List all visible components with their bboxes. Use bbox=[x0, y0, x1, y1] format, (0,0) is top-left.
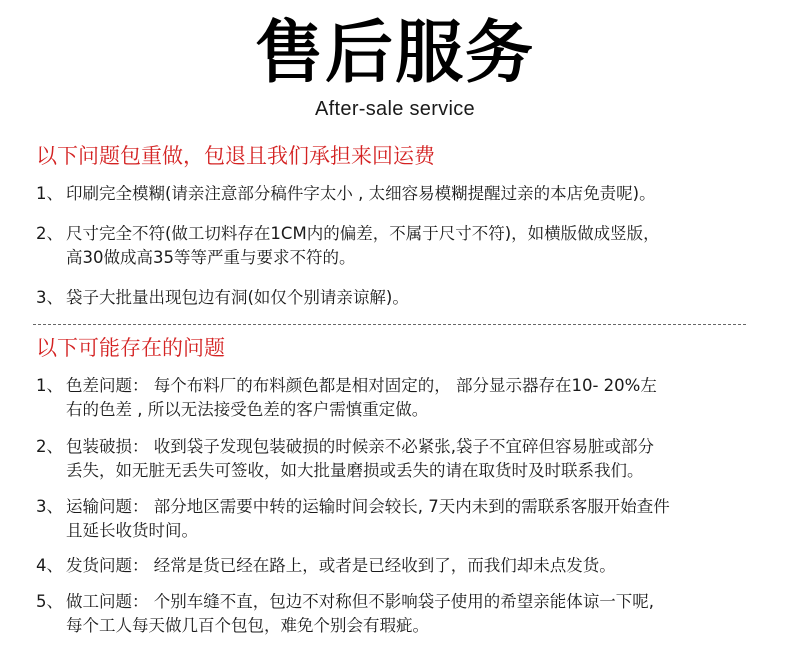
item-number: 3、 bbox=[36, 497, 63, 516]
list-item-line bbox=[36, 374, 776, 398]
list-item-line bbox=[36, 554, 776, 578]
list-item bbox=[36, 222, 776, 270]
list-item-line: 右的色差 , 所以无法接受色差的客户需慎重定做。 bbox=[66, 400, 429, 419]
item-text: 印刷完全模糊(请亲注意部分稿件字太小 , 太细容易模糊提醒过亲的本店免责呢)。 bbox=[66, 184, 656, 203]
item-text: 做工问题： 个别车缝不直，包边不对称但不影响袋子使用的希望亲能体谅一下呢, bbox=[66, 592, 654, 611]
item-number: 1、 bbox=[36, 184, 63, 203]
list-item-line bbox=[36, 286, 776, 310]
page-subtitle: After-sale service bbox=[315, 98, 475, 120]
list-item-line: 每个工人每天做几百个包包，难免个别会有瑕疵。 bbox=[66, 616, 429, 635]
list-item bbox=[36, 435, 776, 483]
list-item-line: 且延长收货时间。 bbox=[66, 521, 198, 540]
item-text: 包装破损： 收到袋子发现包装破损的时候亲不必紧张,袋子不宜碎但容易脏或部分 bbox=[66, 437, 654, 456]
item-text: 袋子大批量出现包边有洞(如仅个别请亲谅解)。 bbox=[66, 288, 409, 307]
list-item-line: 丢失，如无脏无丢失可签收，如大批量磨损或丢失的请在取货时及时联系我们。 bbox=[66, 461, 644, 480]
list-item bbox=[36, 554, 776, 578]
list-item-line bbox=[36, 222, 776, 246]
page-title: 售后服务 bbox=[254, 14, 535, 93]
item-number: 1、 bbox=[36, 376, 63, 395]
list-item-line bbox=[36, 435, 776, 459]
item-number: 2、 bbox=[36, 437, 63, 456]
dashed-divider bbox=[33, 324, 746, 325]
item-number: 5、 bbox=[36, 592, 63, 611]
item-text: 运输问题： 部分地区需要中转的运输时间会较长, 7天内未到的需联系客服开始查件 bbox=[66, 497, 670, 516]
item-text: 尺寸完全不符(做工切料存在1CM内的偏差，不属于尺寸不符)，如横版做成竖版， bbox=[66, 224, 660, 243]
section-heading-guaranteed-remake: 以下问题包重做，包退且我们承担来回运费 bbox=[36, 144, 435, 168]
list-item bbox=[36, 590, 776, 638]
item-number: 2、 bbox=[36, 224, 63, 243]
section-heading-possible-issues: 以下可能存在的问题 bbox=[36, 336, 225, 360]
list-item bbox=[36, 286, 776, 310]
list-item-line bbox=[36, 495, 776, 519]
list-item-line bbox=[36, 590, 776, 614]
item-number: 3、 bbox=[36, 288, 63, 307]
list-item bbox=[36, 495, 776, 543]
list-item bbox=[36, 374, 776, 422]
item-text: 色差问题： 每个布料厂的布料颜色都是相对固定的， 部分显示器存在10- 20%左 bbox=[66, 376, 657, 395]
item-number: 4、 bbox=[36, 556, 63, 575]
item-text: 发货问题： 经常是货已经在路上，或者是已经收到了，而我们却未点发货。 bbox=[66, 556, 616, 575]
list-item-line: 高30做成高35等等严重与要求不符的。 bbox=[66, 248, 356, 267]
list-item-line bbox=[36, 182, 776, 206]
list-item bbox=[36, 182, 776, 206]
